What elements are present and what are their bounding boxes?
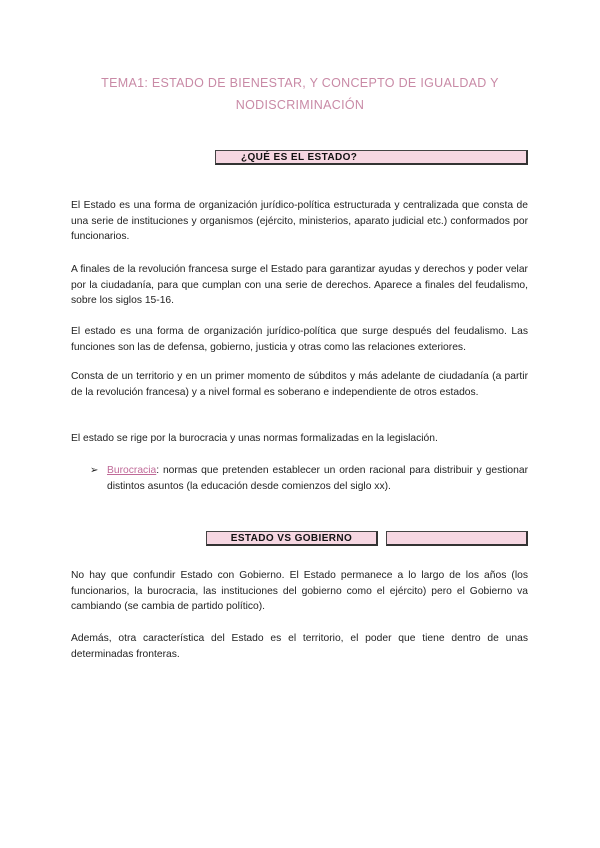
paragraph: Consta de un territorio y en un primer momento de súbditos y más adelante de ciudadanía (a partir de la revolución francesa) y a nivel formal es soberano e independiente de otros estados. xyxy=(71,371,528,398)
title-line-2: NODISCRIMINACIÓN xyxy=(235,98,365,112)
paragraph: El estado se rige por la burocracia y unas normas formalizadas en la legislación. xyxy=(71,433,438,444)
section-heading-label-box xyxy=(206,531,378,546)
bullet-definition: : normas que pretenden establecer un orden racional para distribuir y gestionar distintos asuntos (la educación desde comienzos del siglo xx). xyxy=(107,465,528,492)
paragraph: A finales de la revolución francesa surge el Estado para garantizar ayudas y derechos y poder velar por la ciudadanía, para que cumplan con una serie de derechos. Aparece a finales del feudalismo, sobre los siglos 15-16. xyxy=(71,264,528,306)
section-heading-fill-box xyxy=(386,531,528,546)
paragraph: El estado es una forma de organización jurídico-política que surge después del feudalismo. Las funciones son las de defensa, gobierno, justicia y otras como las relaciones exteriores. xyxy=(71,326,528,353)
section-heading-label: ESTADO VS GOBIERNO xyxy=(230,532,353,544)
section-heading-label: ¿QUÉ ES EL ESTADO? xyxy=(241,151,358,163)
burocracia-link[interactable]: Burocracia xyxy=(107,465,157,476)
bullet-text xyxy=(107,463,528,494)
paragraph: No hay que confundir Estado con Gobierno. El Estado permanece a lo largo de los años (los funcionarios, la burocracia, las instituciones del gobierno como el ejército) pero el Gobierno va cambiando (se cambia de partido político). xyxy=(71,570,528,612)
paragraph: El Estado es una forma de organización jurídico-política estructurada y centralizada que consta de una serie de instituciones y organismos (ejército, ministerios, aparato judicial etc.) conformados por funcionarios. xyxy=(71,200,528,242)
title-line-1: TEMA1: ESTADO DE BIENESTAR, Y CONCEPTO DE IGUALDAD Y xyxy=(101,76,499,90)
bullet-item-burocracia xyxy=(90,463,528,494)
section-heading-que-es-el-estado xyxy=(215,150,528,165)
arrow-bullet-icon: ➢ xyxy=(90,465,99,476)
paragraph: Además, otra característica del Estado es el territorio, el poder que tiene dentro de unas determinadas fronteras. xyxy=(71,633,528,660)
